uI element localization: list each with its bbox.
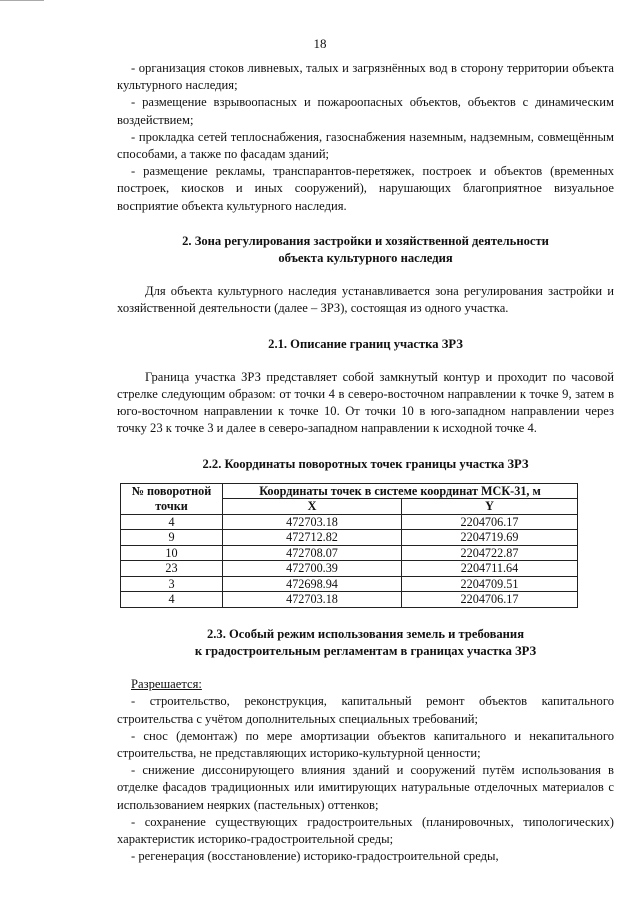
allowed-label: Разрешается: [131, 677, 202, 692]
col-x-header: X [223, 499, 402, 515]
heading-line: объекта культурного наследия [278, 251, 453, 266]
list-item: - снижение диссонирующего влияния зданий и сооружений путём использования в отделке фасадов традиционных или имитирующих натуральные отделочных материалов с использованием неярких (пастельных) оттенков; [117, 763, 614, 812]
header-line: № поворотной [131, 484, 212, 499]
section-2-3-heading [117, 626, 614, 660]
table-row [121, 576, 578, 592]
table-row [121, 545, 578, 561]
section-2-2-heading: 2.2. Координаты поворотных точек границы участка ЗРЗ [202, 456, 529, 471]
cell-point: 23 [121, 561, 223, 577]
table-row [121, 514, 578, 530]
header-line: точки [155, 498, 188, 513]
section-2-text: Для объекта культурного наследия устанавливается зона регулирования застройки и хозяйственной деятельности (далее – ЗРЗ), состоящая из одного участка. [117, 284, 614, 316]
cell-y: 2204711.64 [402, 561, 578, 577]
cell-y: 2204722.87 [402, 545, 578, 561]
coordinates-body [121, 514, 578, 607]
scan-edge-mark [0, 0, 44, 1]
col-point-header [121, 483, 223, 514]
cell-y: 2204706.17 [402, 514, 578, 530]
list-item: - организация стоков ливневых, талых и загрязнённых вод в сторону территории объекта культурного наследия; [117, 61, 614, 93]
heading-line: 2.3. Особый режим использования земель и требования [206, 626, 525, 641]
cell-point: 4 [121, 592, 223, 608]
cell-point: 9 [121, 530, 223, 546]
list-item: - строительство, реконструкция, капитальный ремонт объектов капитального строительства с учётом дополнительных специальных требований; [117, 694, 614, 726]
heading-line: 2. Зона регулирования застройки и хозяйственной деятельности [182, 233, 549, 248]
coords-group-header: Координаты точек в системе координат МСК-31, м [223, 483, 578, 499]
list-item: - регенерация (восстановление) историко-градостроительной среды, [131, 849, 499, 864]
coordinates-table [120, 483, 578, 608]
list-item: - снос (демонтаж) по мере амортизации объектов капитального и некапитального строительства, не представляющих историко-культурной ценности; [117, 728, 614, 761]
list-item: - размещение рекламы, транспарантов-перетяжек, построек и объектов (временных построек, киосков и иных сооружений), нарушающих благоприятное визуальное восприятие объекта культурного наследия. [117, 164, 614, 213]
list-item: - сохранение существующих градостроительных (планировочных, типологических) характеристик историко-градостроительной среды; [117, 814, 614, 847]
table-row [121, 530, 578, 546]
cell-x: 472708.07 [223, 545, 402, 561]
table-row [121, 561, 578, 577]
list-item: - размещение взрывоопасных и пожароопасных объектов, объектов с динамическим воздействием; [117, 95, 614, 127]
cell-y: 2204709.51 [402, 576, 578, 592]
col-y-header: Y [402, 499, 578, 515]
list-item: - прокладка сетей теплоснабжения, газоснабжения наземным, надземным, совмещённым способами, а также по фасадам зданий; [117, 129, 614, 162]
cell-y: 2204706.17 [402, 592, 578, 608]
section-2-1-heading: 2.1. Описание границ участка ЗРЗ [268, 336, 463, 351]
cell-point: 4 [121, 514, 223, 530]
page-number: 18 [313, 36, 327, 51]
section-2-heading [117, 233, 614, 267]
page-content [117, 60, 614, 866]
cell-x: 472698.94 [223, 576, 402, 592]
cell-point: 10 [121, 545, 223, 561]
table-row [121, 592, 578, 608]
allowed-paragraph [117, 676, 614, 693]
cell-y: 2204719.69 [402, 530, 578, 546]
cell-x: 472700.39 [223, 561, 402, 577]
heading-line: к градостроительным регламентам в границах участка ЗРЗ [194, 644, 537, 659]
cell-x: 472712.82 [223, 530, 402, 546]
section-2-1-text: Граница участка ЗРЗ представляет собой замкнутый контур и проходит по часовой стрелке следующим образом: от точки 4 в северо-восточном направлении к точке 9, затем в юго-восточном направлении к точке 10. От точки 10 в юго-западном направлении через точку 23 к точке 3 и далее в северо-западном направлении к исходной точке 4. [117, 369, 614, 436]
cell-point: 3 [121, 576, 223, 592]
cell-x: 472703.18 [223, 592, 402, 608]
cell-x: 472703.18 [223, 514, 402, 530]
